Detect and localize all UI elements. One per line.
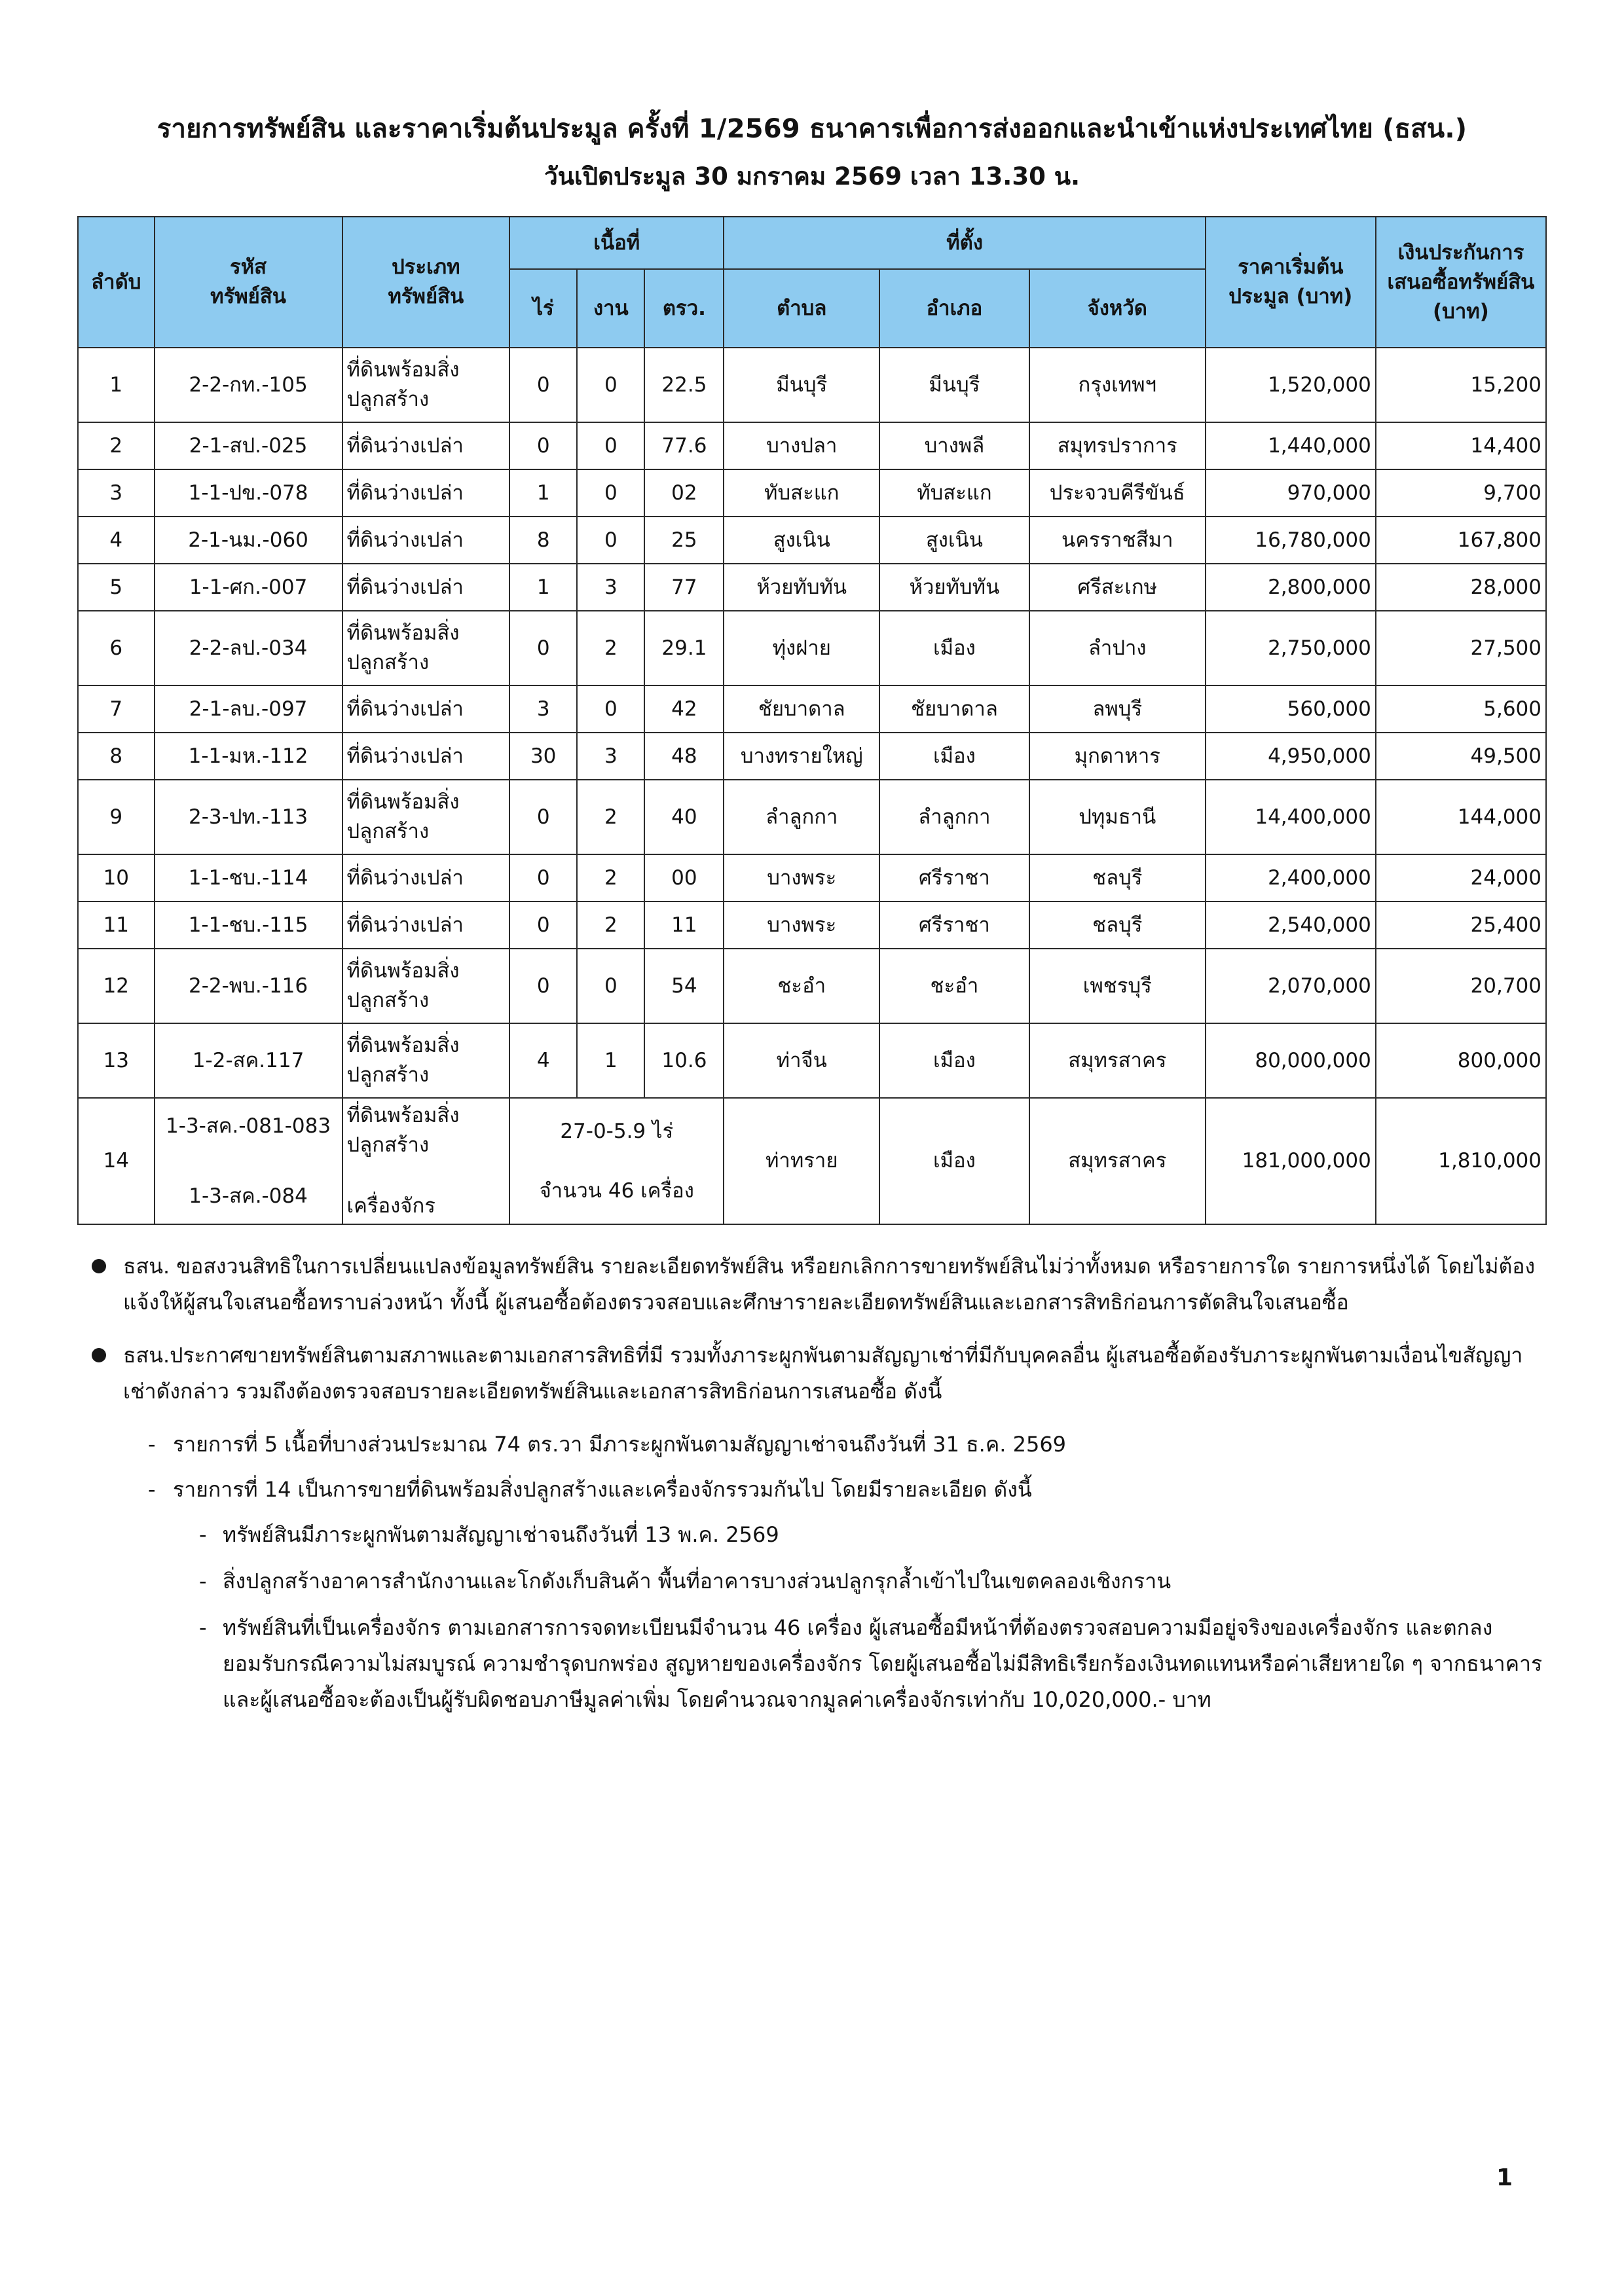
cell-subdistrict: ท่าจีน bbox=[724, 1023, 879, 1098]
dash-marker-icon: - bbox=[199, 1615, 207, 1641]
cell-asset-code bbox=[155, 1098, 342, 1224]
cell-order: 7 bbox=[78, 685, 155, 733]
cell-deposit: 9,700 bbox=[1376, 469, 1546, 517]
cell-province: สมุทรสาคร bbox=[1029, 1098, 1206, 1224]
cell-order: 6 bbox=[78, 611, 155, 685]
cell-area-rai: 0 bbox=[509, 902, 577, 949]
cell-start-price: 970,000 bbox=[1206, 469, 1376, 517]
cell-asset-type-line2: ปลูกสร้าง bbox=[346, 388, 430, 412]
assets-table-body bbox=[78, 348, 1546, 1224]
cell-start-price: 2,540,000 bbox=[1206, 902, 1376, 949]
cell-start-price: 1,520,000 bbox=[1206, 348, 1376, 422]
cell-asset-code: 2-2-ลป.-034 bbox=[155, 611, 342, 685]
note-dash-item-2-wrap bbox=[173, 1472, 1547, 1508]
cell-order: 4 bbox=[78, 517, 155, 564]
note-bullet-1-text: ธสน. ขอสงวนสิทธิในการเปลี่ยนแปลงข้อมูลทรัพย์สิน รายละเอียดทรัพย์สิน หรือยกเลิกการขายทรัพย์สินไม่ว่าทั้งหมด หรือรายการใด รายการหนึ่งได้ โดยไม่ต้องแจ้งให้ผู้สนใจเสนอซื้อทราบล่วงหน้า ทั้งนี้ ผู้เสนอซื้อต้องตรวจสอบและศึกษารายละเอียดทรัพย์สินและเอกสารสิทธิก่อนการตัดสินใจเสนอซื้อ bbox=[123, 1253, 1536, 1315]
cell-asset-type-line1: ที่ดินพร้อมสิ่ง bbox=[346, 621, 460, 646]
cell-deposit: 800,000 bbox=[1376, 1023, 1546, 1098]
note-dash-item-1-text: รายการที่ 5 เนื้อที่บางส่วนประมาณ 74 ตร.วา มีภาระผูกพันตามสัญญาเช่าจนถึงวันที่ 31 ธ.ค. 2569 bbox=[173, 1432, 1067, 1457]
cell-asset-type-line1: ที่ดินว่างเปล่า bbox=[346, 481, 464, 505]
table-row bbox=[78, 422, 1546, 469]
dash-marker-icon: - bbox=[148, 1477, 156, 1503]
bullet-dot-icon bbox=[92, 1259, 106, 1273]
note-dash-item-1 bbox=[148, 1427, 1547, 1463]
cell-area-ngan: 3 bbox=[577, 564, 644, 611]
cell-subdistrict: บางปลา bbox=[724, 422, 879, 469]
cell-asset-code: 2-1-สป.-025 bbox=[155, 422, 342, 469]
cell-order: 11 bbox=[78, 902, 155, 949]
cell-subdistrict: บางทรายใหญ่ bbox=[724, 733, 879, 780]
cell-start-price: 560,000 bbox=[1206, 685, 1376, 733]
cell-area-ngan: 0 bbox=[577, 422, 644, 469]
note-sub-item-3-text: ทรัพย์สินที่เป็นเครื่องจักร ตามเอกสารการจดทะเบียนมีจำนวน 46 เครื่อง ผู้เสนอซื้อมีหน้าที่ต้องตรวจสอบความมีอยู่จริงของเครื่องจักร และตกลงยอมรับกรณีความไม่สมบูรณ์ ความชำรุดบกพร่อง สูญหายของเครื่องจักร โดยผู้เสนอซื้อไม่มีสิทธิเรียกร้องเงินทดแทนหรือค่าเสียหายใด ๆ จากธนาคาร และผู้เสนอซื้อจะต้องเป็นผู้รับผิดชอบภาษีมูลค่าเพิ่ม โดยคำนวณจากมูลค่าเครื่องจักรเท่ากับ 10,020,000.- บาท bbox=[223, 1615, 1543, 1713]
note-sub-item-1-text: ทรัพย์สินมีภาระผูกพันตามสัญญาเช่าจนถึงวันที่ 13 พ.ค. 2569 bbox=[223, 1522, 779, 1548]
table-row bbox=[78, 780, 1546, 854]
cell-area-rai: 3 bbox=[509, 685, 577, 733]
cell-area-rai: 0 bbox=[509, 348, 577, 422]
cell-area-rai: 8 bbox=[509, 517, 577, 564]
cell-area-wa: 54 bbox=[644, 949, 724, 1023]
cell-asset-type-line1: ที่ดินว่างเปล่า bbox=[346, 744, 464, 768]
cell-asset-type bbox=[342, 348, 510, 422]
cell-asset-type bbox=[342, 1023, 510, 1098]
col-header-start-price-line1: ราคาเริ่มต้น bbox=[1238, 255, 1344, 280]
cell-province: สมุทรปราการ bbox=[1029, 422, 1206, 469]
table-row bbox=[78, 517, 1546, 564]
cell-asset-type-line1: ที่ดินว่างเปล่า bbox=[346, 697, 464, 721]
col-header-district: อำเภอ bbox=[879, 269, 1029, 348]
note-sub-dash-list bbox=[199, 1517, 1547, 1718]
cell-district: ทับสะแก bbox=[879, 469, 1029, 517]
cell-asset-code: 2-3-ปท.-113 bbox=[155, 780, 342, 854]
cell-area-wa: 25 bbox=[644, 517, 724, 564]
cell-district: เมือง bbox=[879, 611, 1029, 685]
note-dash-item-2-text: รายการที่ 14 เป็นการขายที่ดินพร้อมสิ่งปลูกสร้างและเครื่องจักรรวมกันไป โดยมีรายละเอียด ดังนี้ bbox=[173, 1477, 1032, 1503]
cell-area-rai: 1 bbox=[509, 564, 577, 611]
cell-asset-code: 2-1-ลบ.-097 bbox=[155, 685, 342, 733]
cell-province: ศรีสะเกษ bbox=[1029, 564, 1206, 611]
cell-subdistrict: บางพระ bbox=[724, 902, 879, 949]
cell-deposit: 24,000 bbox=[1376, 854, 1546, 902]
cell-area-rai: 30 bbox=[509, 733, 577, 780]
col-header-asset-type bbox=[342, 217, 510, 348]
cell-start-price: 80,000,000 bbox=[1206, 1023, 1376, 1098]
cell-area-ngan: 0 bbox=[577, 685, 644, 733]
cell-area-rai: 0 bbox=[509, 780, 577, 854]
cell-asset-code: 1-1-ปข.-078 bbox=[155, 469, 342, 517]
note-bullet-2-text-wrap bbox=[123, 1338, 1547, 1410]
cell-asset-type-line1: ที่ดินว่างเปล่า bbox=[346, 433, 464, 458]
cell-deposit: 1,810,000 bbox=[1376, 1098, 1546, 1224]
table-row bbox=[78, 854, 1546, 902]
cell-area-ngan: 0 bbox=[577, 469, 644, 517]
cell-area-wa: 02 bbox=[644, 469, 724, 517]
cell-asset-type-line1: ที่ดินพร้อมสิ่ง bbox=[346, 790, 460, 814]
cell-province: ประจวบคีรีขันธ์ bbox=[1029, 469, 1206, 517]
cell-area-wa: 77.6 bbox=[644, 422, 724, 469]
page-number: 1 bbox=[1496, 2164, 1513, 2191]
cell-machine-count: จำนวน 46 เครื่อง bbox=[539, 1178, 694, 1203]
cell-deposit: 27,500 bbox=[1376, 611, 1546, 685]
cell-area-ngan: 2 bbox=[577, 611, 644, 685]
table-row bbox=[78, 469, 1546, 517]
page-title: รายการทรัพย์สิน และราคาเริ่มต้นประมูล ครั้งที่ 1/2569 ธนาคารเพื่อการส่งออกและนำเข้าแห่งประเทศไทย (ธสน.) bbox=[157, 114, 1467, 144]
cell-province: ลำปาง bbox=[1029, 611, 1206, 685]
cell-area-rai: 0 bbox=[509, 611, 577, 685]
cell-district: ศรีราชา bbox=[879, 902, 1029, 949]
cell-asset-type-line2: ปลูกสร้าง bbox=[346, 1063, 430, 1087]
cell-province: ลพบุรี bbox=[1029, 685, 1206, 733]
col-header-area-rai: ไร่ bbox=[509, 269, 577, 348]
note-dash-item-1-wrap bbox=[173, 1427, 1547, 1463]
table-row bbox=[78, 564, 1546, 611]
cell-order: 13 bbox=[78, 1023, 155, 1098]
note-dash-list bbox=[148, 1427, 1547, 1718]
note-bullet-1-text-wrap bbox=[123, 1248, 1547, 1321]
cell-order: 8 bbox=[78, 733, 155, 780]
cell-area-wa: 42 bbox=[644, 685, 724, 733]
col-header-area-ngan: งาน bbox=[577, 269, 644, 348]
col-header-province: จังหวัด bbox=[1029, 269, 1206, 348]
table-row bbox=[78, 902, 1546, 949]
col-header-start-price bbox=[1206, 217, 1376, 348]
cell-asset-type-line1: ที่ดินพร้อมสิ่ง bbox=[346, 959, 460, 983]
cell-area-wa: 11 bbox=[644, 902, 724, 949]
cell-start-price: 181,000,000 bbox=[1206, 1098, 1376, 1224]
cell-asset-code: 1-1-ศก.-007 bbox=[155, 564, 342, 611]
cell-district: มีนบุรี bbox=[879, 348, 1029, 422]
cell-start-price: 2,070,000 bbox=[1206, 949, 1376, 1023]
notes-section bbox=[77, 1248, 1547, 1718]
cell-area-ngan: 3 bbox=[577, 733, 644, 780]
cell-area-wa: 77 bbox=[644, 564, 724, 611]
bullet-dot-icon bbox=[92, 1348, 106, 1362]
cell-subdistrict: สูงเนิน bbox=[724, 517, 879, 564]
cell-asset-type bbox=[342, 517, 510, 564]
cell-district: ห้วยทับทัน bbox=[879, 564, 1029, 611]
col-header-subdistrict: ตำบล bbox=[724, 269, 879, 348]
cell-asset-type-line1: ที่ดินว่างเปล่า bbox=[346, 866, 464, 890]
cell-area-rai: 0 bbox=[509, 949, 577, 1023]
cell-asset-type-line2: ปลูกสร้าง bbox=[346, 989, 430, 1013]
note-sub-item-3 bbox=[199, 1610, 1547, 1718]
cell-province: ปทุมธานี bbox=[1029, 780, 1206, 854]
col-header-asset-type-line2: ทรัพย์สิน bbox=[388, 285, 464, 309]
table-row bbox=[78, 611, 1546, 685]
cell-area-ngan: 2 bbox=[577, 854, 644, 902]
col-header-asset-code-line2: ทรัพย์สิน bbox=[210, 285, 286, 309]
cell-subdistrict: ชะอำ bbox=[724, 949, 879, 1023]
cell-area-rai: 4 bbox=[509, 1023, 577, 1098]
cell-district: ชัยบาดาล bbox=[879, 685, 1029, 733]
cell-asset-type bbox=[342, 949, 510, 1023]
cell-start-price: 14,400,000 bbox=[1206, 780, 1376, 854]
cell-deposit: 167,800 bbox=[1376, 517, 1546, 564]
cell-start-price: 2,400,000 bbox=[1206, 854, 1376, 902]
col-header-area-group: เนื้อที่ bbox=[509, 217, 724, 269]
cell-order: 12 bbox=[78, 949, 155, 1023]
cell-asset-type-line1: ที่ดินว่างเปล่า bbox=[346, 575, 464, 599]
note-sub-item-1 bbox=[199, 1517, 1547, 1553]
col-header-area-wa: ตรว. bbox=[644, 269, 724, 348]
cell-asset-type bbox=[342, 422, 510, 469]
cell-district: เมือง bbox=[879, 1023, 1029, 1098]
cell-area-ngan: 0 bbox=[577, 348, 644, 422]
cell-asset-type-line1: ที่ดินพร้อมสิ่ง bbox=[346, 1104, 460, 1128]
col-header-asset-code-line1: รหัส bbox=[230, 255, 267, 280]
cell-order: 2 bbox=[78, 422, 155, 469]
table-row bbox=[78, 685, 1546, 733]
dash-marker-icon: - bbox=[148, 1432, 156, 1457]
cell-order: 5 bbox=[78, 564, 155, 611]
cell-order: 1 bbox=[78, 348, 155, 422]
cell-area-wa: 48 bbox=[644, 733, 724, 780]
note-sub-item-3-wrap bbox=[223, 1610, 1547, 1718]
cell-asset-type-line2: ปลูกสร้าง bbox=[346, 651, 430, 675]
cell-asset-type bbox=[342, 685, 510, 733]
cell-deposit: 15,200 bbox=[1376, 348, 1546, 422]
cell-district: ชะอำ bbox=[879, 949, 1029, 1023]
cell-subdistrict: ทับสะแก bbox=[724, 469, 879, 517]
cell-area-rai: 0 bbox=[509, 422, 577, 469]
cell-district: บางพลี bbox=[879, 422, 1029, 469]
cell-province: สมุทรสาคร bbox=[1029, 1023, 1206, 1098]
cell-area-rai: 1 bbox=[509, 469, 577, 517]
cell-area-total: 27-0-5.9 ไร่ bbox=[560, 1119, 674, 1143]
cell-area-wa: 22.5 bbox=[644, 348, 724, 422]
cell-asset-code-line2: 1-3-สค.-084 bbox=[189, 1184, 308, 1208]
cell-area-combined bbox=[509, 1098, 724, 1224]
cell-area-ngan: 0 bbox=[577, 949, 644, 1023]
cell-district: สูงเนิน bbox=[879, 517, 1029, 564]
cell-area-ngan: 1 bbox=[577, 1023, 644, 1098]
table-row bbox=[78, 733, 1546, 780]
cell-asset-code-line1: 1-3-สค.-081-083 bbox=[166, 1114, 331, 1138]
cell-area-rai: 0 bbox=[509, 854, 577, 902]
table-row bbox=[78, 949, 1546, 1023]
note-bullet-1 bbox=[77, 1248, 1547, 1321]
cell-province: เพชรบุรี bbox=[1029, 949, 1206, 1023]
cell-asset-code: 1-1-ชบ.-114 bbox=[155, 854, 342, 902]
cell-deposit: 25,400 bbox=[1376, 902, 1546, 949]
dash-marker-icon: - bbox=[199, 1522, 207, 1548]
cell-asset-type bbox=[342, 902, 510, 949]
note-bullet-2 bbox=[77, 1338, 1547, 1410]
assets-table bbox=[77, 216, 1547, 1225]
auction-date-subtitle: วันเปิดประมูล 30 มกราคม 2569 เวลา 13.30 น. bbox=[544, 162, 1080, 191]
cell-order: 10 bbox=[78, 854, 155, 902]
cell-subdistrict: มีนบุรี bbox=[724, 348, 879, 422]
cell-asset-code: 1-2-สค.117 bbox=[155, 1023, 342, 1098]
cell-province: มุกดาหาร bbox=[1029, 733, 1206, 780]
cell-subdistrict: ท่าทราย bbox=[724, 1098, 879, 1224]
note-sub-item-1-wrap bbox=[223, 1517, 1547, 1553]
cell-asset-code: 2-1-นม.-060 bbox=[155, 517, 342, 564]
cell-area-wa: 29.1 bbox=[644, 611, 724, 685]
cell-deposit: 5,600 bbox=[1376, 685, 1546, 733]
cell-asset-type bbox=[342, 780, 510, 854]
cell-area-ngan: 2 bbox=[577, 780, 644, 854]
cell-subdistrict: ทุ่งฝาย bbox=[724, 611, 879, 685]
cell-area-wa: 00 bbox=[644, 854, 724, 902]
note-sub-item-2-wrap bbox=[223, 1563, 1547, 1599]
cell-asset-type bbox=[342, 611, 510, 685]
cell-deposit: 28,000 bbox=[1376, 564, 1546, 611]
cell-district: ศรีราชา bbox=[879, 854, 1029, 902]
cell-subdistrict: ชัยบาดาล bbox=[724, 685, 879, 733]
dash-marker-icon: - bbox=[199, 1569, 207, 1594]
cell-deposit: 20,700 bbox=[1376, 949, 1546, 1023]
cell-asset-type bbox=[342, 564, 510, 611]
cell-asset-code: 2-2-กท.-105 bbox=[155, 348, 342, 422]
note-dash-item-2 bbox=[148, 1472, 1547, 1508]
cell-deposit: 144,000 bbox=[1376, 780, 1546, 854]
cell-deposit: 14,400 bbox=[1376, 422, 1546, 469]
cell-asset-type-line1: ที่ดินว่างเปล่า bbox=[346, 528, 464, 552]
table-row bbox=[78, 1098, 1546, 1224]
cell-start-price: 2,800,000 bbox=[1206, 564, 1376, 611]
assets-table-wrapper bbox=[77, 216, 1547, 1225]
cell-asset-type-line2: ปลูกสร้าง bbox=[346, 820, 430, 844]
cell-order: 14 bbox=[78, 1098, 155, 1224]
cell-start-price: 4,950,000 bbox=[1206, 733, 1376, 780]
cell-asset-type-line1: ที่ดินพร้อมสิ่ง bbox=[346, 1034, 460, 1058]
cell-asset-type bbox=[342, 469, 510, 517]
note-bullet-2-text: ธสน.ประกาศขายทรัพย์สินตามสภาพและตามเอกสารสิทธิที่มี รวมทั้งภาระผูกพันตามสัญญาเช่าที่มีกับบุคคลอื่น ผู้เสนอซื้อต้องรับภาระผูกพันตามเงื่อนไขสัญญาเช่าดังกล่าว รวมถึงต้องตรวจสอบรายละเอียดทรัพย์สินและเอกสารสิทธิก่อนการเสนอซื้อ ดังนี้ bbox=[123, 1342, 1523, 1404]
cell-area-ngan: 0 bbox=[577, 517, 644, 564]
table-row bbox=[78, 1023, 1546, 1098]
cell-province: ชลบุรี bbox=[1029, 854, 1206, 902]
cell-asset-type-line1: ที่ดินว่างเปล่า bbox=[346, 913, 464, 937]
cell-subdistrict: บางพระ bbox=[724, 854, 879, 902]
col-header-deposit bbox=[1376, 217, 1546, 348]
assets-table-head bbox=[78, 217, 1546, 348]
col-header-deposit-line2: เสนอซื้อทรัพย์สิน bbox=[1387, 270, 1535, 294]
col-header-deposit-line3: (บาท) bbox=[1432, 299, 1489, 323]
cell-start-price: 16,780,000 bbox=[1206, 517, 1376, 564]
note-sub-item-2-text: สิ่งปลูกสร้างอาคารสำนักงานและโกดังเก็บสินค้า พื้นที่อาคารบางส่วนปลูกรุกล้ำเข้าไปในเขตคลองเชิงกราน bbox=[223, 1569, 1172, 1594]
col-header-deposit-line1: เงินประกันการ bbox=[1397, 240, 1524, 264]
cell-asset-code: 2-2-พบ.-116 bbox=[155, 949, 342, 1023]
cell-area-ngan: 2 bbox=[577, 902, 644, 949]
cell-start-price: 1,440,000 bbox=[1206, 422, 1376, 469]
cell-province: นครราชสีมา bbox=[1029, 517, 1206, 564]
cell-province: กรุงเทพฯ bbox=[1029, 348, 1206, 422]
cell-asset-type-line2: ปลูกสร้าง bbox=[346, 1133, 430, 1157]
col-header-location-group: ที่ตั้ง bbox=[724, 217, 1205, 269]
col-header-start-price-line2: ประมูล (บาท) bbox=[1228, 285, 1353, 309]
cell-province: ชลบุรี bbox=[1029, 902, 1206, 949]
table-row bbox=[78, 348, 1546, 422]
cell-district: ลำลูกกา bbox=[879, 780, 1029, 854]
col-header-asset-type-line1: ประเภท bbox=[392, 255, 460, 280]
cell-asset-type-line3: เครื่องจักร bbox=[346, 1194, 435, 1218]
cell-district: เมือง bbox=[879, 733, 1029, 780]
cell-area-wa: 10.6 bbox=[644, 1023, 724, 1098]
cell-asset-code: 1-1-มห.-112 bbox=[155, 733, 342, 780]
col-header-order: ลำดับ bbox=[78, 217, 155, 348]
cell-area-wa: 40 bbox=[644, 780, 724, 854]
cell-deposit: 49,500 bbox=[1376, 733, 1546, 780]
cell-district: เมือง bbox=[879, 1098, 1029, 1224]
cell-subdistrict: ลำลูกกา bbox=[724, 780, 879, 854]
cell-asset-type-line1: ที่ดินพร้อมสิ่ง bbox=[346, 358, 460, 382]
cell-asset-type bbox=[342, 854, 510, 902]
cell-asset-type bbox=[342, 733, 510, 780]
cell-subdistrict: ห้วยทับทัน bbox=[724, 564, 879, 611]
col-header-asset-code bbox=[155, 217, 342, 348]
cell-order: 9 bbox=[78, 780, 155, 854]
cell-start-price: 2,750,000 bbox=[1206, 611, 1376, 685]
cell-asset-code: 1-1-ชบ.-115 bbox=[155, 902, 342, 949]
cell-order: 3 bbox=[78, 469, 155, 517]
note-sub-item-2 bbox=[199, 1563, 1547, 1599]
cell-asset-type bbox=[342, 1098, 510, 1224]
